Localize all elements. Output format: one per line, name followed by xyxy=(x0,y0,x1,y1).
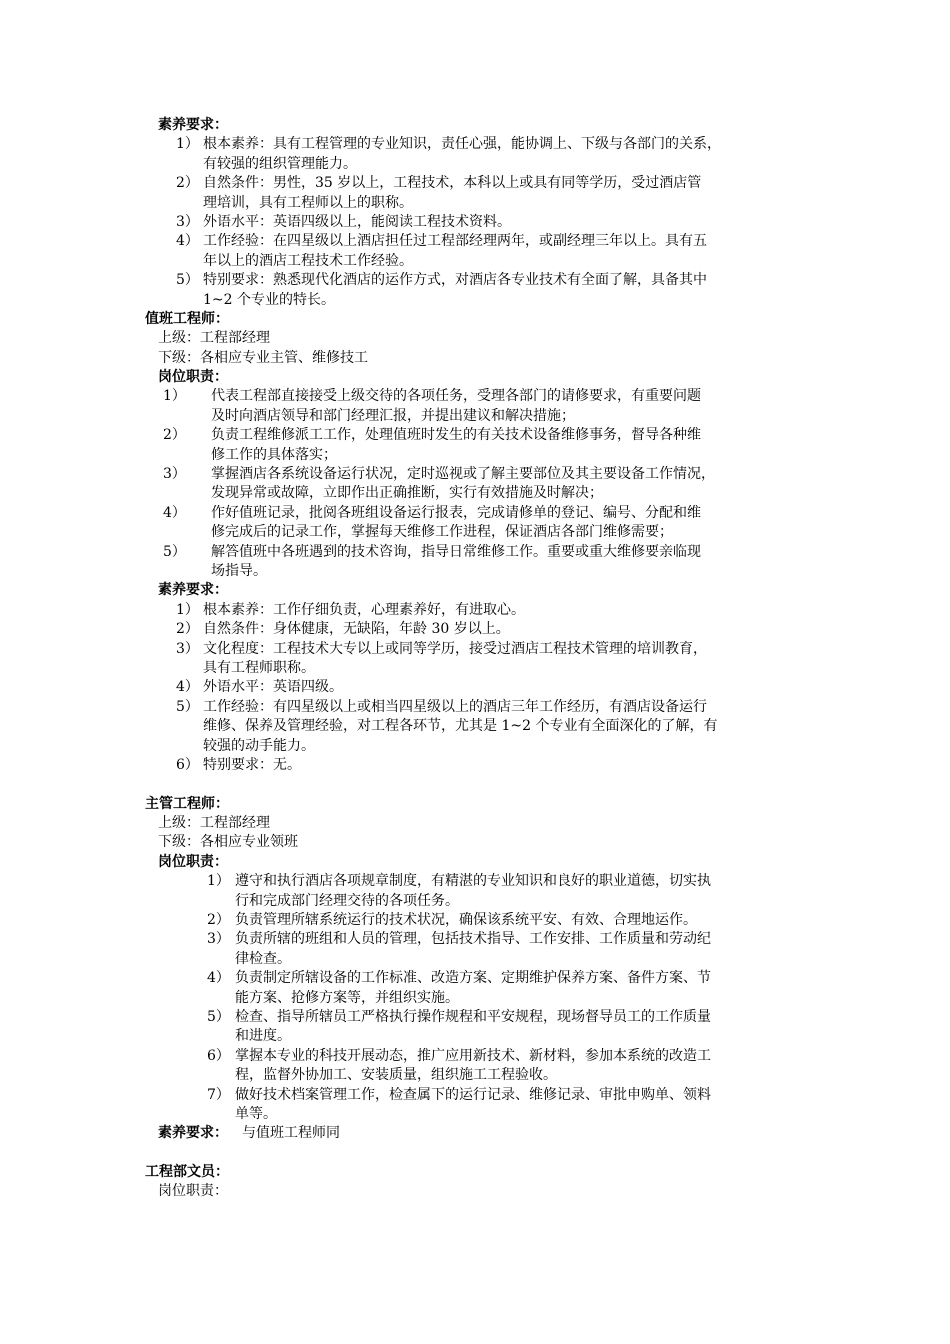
list-item-text: 工作经验：在四星级以上酒店担任过工程部经理两年，或副经理三年以上。具有五 xyxy=(203,233,707,250)
section-heading xyxy=(0,116,950,135)
list-item-line xyxy=(0,174,950,193)
list-item-number: 1） xyxy=(207,873,230,890)
duties-heading: 岗位职责： xyxy=(158,369,228,386)
list-item-line xyxy=(0,271,950,290)
list-item-text: 发现异常或故障，立即作出正确推断，实行有效措施及时解决； xyxy=(211,485,603,502)
subordinate-text: 下级：各相应专业领班 xyxy=(158,834,298,851)
list-item-number: 5） xyxy=(176,272,199,289)
list-item-line xyxy=(0,426,950,445)
list-item-text: 有较强的组织管理能力。 xyxy=(203,155,357,172)
quality-heading: 素养要求： xyxy=(158,1125,228,1142)
list-item-text: 根本素养：工作仔细负责，心理素养好，有进取心。 xyxy=(203,601,525,618)
list-item-number: 4） xyxy=(163,504,186,521)
list-item-number: 1） xyxy=(176,601,199,618)
role-title xyxy=(0,1163,950,1182)
list-item-line xyxy=(0,717,950,736)
list-item-text: 能方案、抢修方案等，并组织实施。 xyxy=(235,989,459,1006)
duties-heading-line xyxy=(0,368,950,387)
list-item-text: 作好值班记录，批阅各班组设备运行报表，完成请修单的登记、编号、分配和维 xyxy=(211,504,701,521)
duties-heading: 岗位职责： xyxy=(158,853,228,870)
superior-line xyxy=(0,814,950,833)
list-item-text: 根本素养：具有工程管理的专业知识，责任心强，能协调上、下级与各部门的关系， xyxy=(203,136,721,153)
list-item-line xyxy=(0,523,950,542)
list-item-line xyxy=(0,155,950,174)
list-item-number: 2） xyxy=(176,621,199,638)
list-item-number: 3） xyxy=(207,931,230,948)
list-item-line xyxy=(0,407,950,426)
list-item-line xyxy=(0,252,950,271)
superior-text: 上级：工程部经理 xyxy=(158,330,270,347)
duties-list xyxy=(0,387,950,581)
list-item-text: 代表工程部直接接受上级交待的各项任务，受理各部门的请修要求，有重要问题 xyxy=(211,388,701,405)
list-item-line xyxy=(0,543,950,562)
list-item-text: 检查、指导所辖员工严格执行操作规程和平安规程，现场督导员工的工作质量 xyxy=(235,1008,711,1025)
list-item-number: 5） xyxy=(163,543,186,560)
list-item-text: 程，监督外协加工、安装质量，组织施工工程验收。 xyxy=(235,1067,557,1084)
list-item-text: 自然条件：男性，35 岁以上，工程技术，本科以上或具有同等学历，受过酒店管 xyxy=(203,175,702,192)
document-page xyxy=(0,116,950,1202)
list-item-line xyxy=(0,194,950,213)
list-item-text: 负责工程维修派工工作，处理值班时发生的有关技术设备维修事务，督导各种维 xyxy=(211,427,701,444)
list-item-line xyxy=(0,232,950,251)
list-item-text: 年以上的酒店工程技术工作经验。 xyxy=(203,252,413,269)
list-item-number: 3） xyxy=(176,213,199,230)
list-item-number: 4） xyxy=(207,970,230,987)
list-item-number: 5） xyxy=(176,698,199,715)
list-item-text: 解答值班中各班遇到的技术咨询，指导日常维修工作。重要或重大维修要亲临现 xyxy=(211,543,701,560)
list-item-number: 6） xyxy=(176,756,199,773)
list-item-number: 2） xyxy=(163,427,186,444)
list-item-text: 具有工程师职称。 xyxy=(203,659,315,676)
list-item-line xyxy=(0,950,950,969)
list-item-text: 工作经验：有四星级以上或相当四星级以上的酒店三年工作经历，有酒店设备运行 xyxy=(203,698,707,715)
duties-heading-line xyxy=(0,853,950,872)
list-item-text: 律检查。 xyxy=(235,950,291,967)
list-item-text: 掌握酒店各系统设备运行状况，定时巡视或了解主要部位及其主要设备工作情况， xyxy=(211,466,715,483)
list-item-number: 2） xyxy=(207,912,230,929)
list-item-text: 外语水平：英语四级。 xyxy=(203,679,343,696)
duty-engineer-title: 值班工程师： xyxy=(145,310,229,327)
list-item-text: 及时向酒店领导和部门经理汇报，并提出建议和解决措施； xyxy=(211,407,575,424)
list-item-text: 掌握本专业的科技开展动态，推广应用新技术、新材料，参加本系统的改造工 xyxy=(235,1047,711,1064)
list-item-text: 自然条件：身体健康，无缺陷，年龄 30 岁以上。 xyxy=(203,621,510,638)
list-item-text: 单等。 xyxy=(235,1105,277,1122)
list-item-line xyxy=(0,1066,950,1085)
list-item-text: 理培训，具有工程师以上的职称。 xyxy=(203,194,413,211)
list-item-text: 特别要求：熟悉现代化酒店的运作方式，对酒店各专业技术有全面了解，具备其中 xyxy=(203,272,707,289)
list-item-line xyxy=(0,872,950,891)
list-item-line xyxy=(0,291,950,310)
list-item-line xyxy=(0,1008,950,1027)
list-item-line xyxy=(0,1086,950,1105)
list-item-number: 1） xyxy=(163,388,186,405)
list-item-line xyxy=(0,135,950,154)
duties-heading-line xyxy=(0,1182,950,1201)
list-item-line xyxy=(0,756,950,775)
quality-list xyxy=(0,135,950,310)
list-item-line xyxy=(0,737,950,756)
list-item-line xyxy=(0,911,950,930)
list-item-text: 修完成后的记录工作，掌握每天维修工作进程，保证酒店各部门维修需要； xyxy=(211,524,673,541)
role-title xyxy=(0,795,950,814)
list-item-line xyxy=(0,930,950,949)
list-item-text: 负责制定所辖设备的工作标准、改造方案、定期维护保养方案、备件方案、节 xyxy=(235,970,711,987)
list-item-number: 5） xyxy=(207,1008,230,1025)
list-item-text: 场指导。 xyxy=(211,562,267,579)
quality-heading-line xyxy=(0,581,950,600)
quality-list xyxy=(0,601,950,776)
list-item-line xyxy=(0,659,950,678)
list-item-line xyxy=(0,446,950,465)
list-item-line xyxy=(0,989,950,1008)
list-item-line xyxy=(0,601,950,620)
list-item-line xyxy=(0,969,950,988)
subordinate-line xyxy=(0,349,950,368)
list-item-text: 负责管理所辖系统运行的技术状况，确保该系统平安、有效、合理地运作。 xyxy=(235,912,697,929)
list-item-line xyxy=(0,213,950,232)
duties-list xyxy=(0,872,950,1124)
list-item-text: 行和完成部门经理交待的各项任务。 xyxy=(235,892,459,909)
list-item-number: 1） xyxy=(176,136,199,153)
list-item-line xyxy=(0,465,950,484)
list-item-number: 6） xyxy=(207,1047,230,1064)
role-title xyxy=(0,310,950,329)
subordinate-text: 下级：各相应专业主管、维修技工 xyxy=(158,349,368,366)
list-item-number: 2） xyxy=(176,175,199,192)
list-item-text: 做好技术档案管理工作，检查属下的运行记录、维修记录、审批申购单、领料 xyxy=(235,1086,711,1103)
list-item-text: 1~2 个专业的特长。 xyxy=(203,291,335,308)
list-item-line xyxy=(0,484,950,503)
superior-line xyxy=(0,329,950,348)
list-item-text: 特别要求：无。 xyxy=(203,756,301,773)
list-item-number: 3） xyxy=(163,466,186,483)
list-item-number: 4） xyxy=(176,233,199,250)
list-item-text: 外语水平：英语四级以上，能阅读工程技术资料。 xyxy=(203,213,511,230)
list-item-line xyxy=(0,1047,950,1066)
list-item-text: 负责所辖的班组和人员的管理，包括技术指导、工作安排、工作质量和劳动纪 xyxy=(235,931,711,948)
clerk-title: 工程部文员： xyxy=(145,1164,229,1181)
list-item-text: 和进度。 xyxy=(235,1028,291,1045)
list-item-line xyxy=(0,620,950,639)
duties-heading: 岗位职责： xyxy=(158,1183,228,1200)
list-item-line xyxy=(0,640,950,659)
list-item-text: 遵守和执行酒店各项规章制度，有精湛的专业知识和良好的职业道德，切实执 xyxy=(235,873,711,890)
list-item-line xyxy=(0,1027,950,1046)
list-item-line xyxy=(0,1105,950,1124)
quality-line xyxy=(0,1124,950,1143)
quality-heading: 素养要求： xyxy=(158,117,228,133)
list-item-line xyxy=(0,678,950,697)
supervisor-engineer-title: 主管工程师： xyxy=(145,795,229,812)
list-item-line xyxy=(0,698,950,717)
list-item-text: 较强的动手能力。 xyxy=(203,737,315,754)
list-item-line xyxy=(0,504,950,523)
list-item-text: 维修、保养及管理经验，对工程各环节，尤其是 1~2 个专业有全面深化的了解，有 xyxy=(203,718,718,735)
list-item-text: 文化程度：工程技术大专以上或同等学历，接受过酒店工程技术管理的培训教育， xyxy=(203,640,707,657)
superior-text: 上级：工程部经理 xyxy=(158,815,270,832)
subordinate-line xyxy=(0,833,950,852)
quality-heading: 素养要求： xyxy=(158,582,228,599)
list-item-text: 修工作的具体落实； xyxy=(211,446,337,463)
list-item-line xyxy=(0,387,950,406)
list-item-number: 4） xyxy=(176,679,199,696)
list-item-number: 3） xyxy=(176,640,199,657)
list-item-line xyxy=(0,892,950,911)
list-item-number: 7） xyxy=(207,1086,230,1103)
list-item-line xyxy=(0,562,950,581)
quality-text: 与值班工程师同 xyxy=(242,1125,340,1142)
